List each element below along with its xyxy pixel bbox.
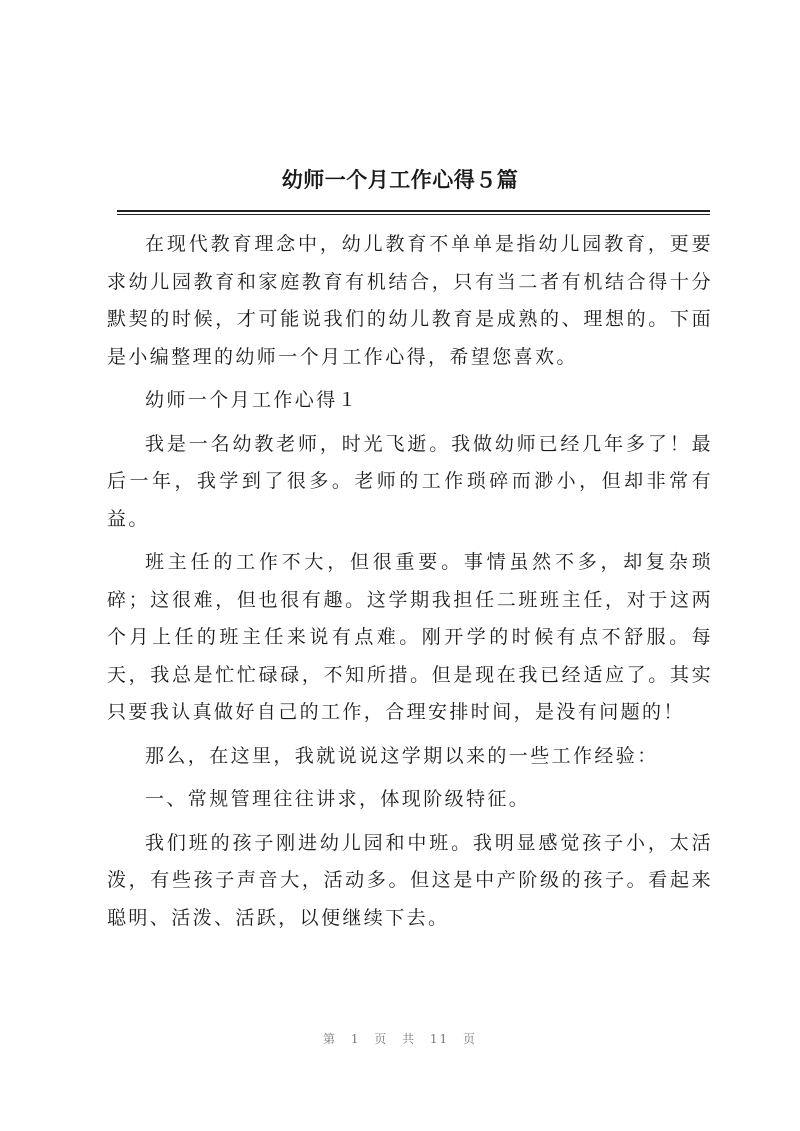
paragraph: 班主任的工作不大，但很重要。事情虽然不多，却复杂琐碎；这很难，但也很有趣。这学期我担任二班班主任，对于这两个月上任的班主任来说有点难。刚开学的时候有点不舒服。每天，我总是忙忙碌碌，不知所措。但是现在我已经适应了。其实只要我认真做好自己的工作，合理安排时间，是没有问题的！ [107, 551, 713, 723]
section-heading: 幼师一个月工作心得１ [145, 389, 360, 411]
subheading: 一、常规管理往往讲求，体现阶级特征。 [145, 788, 531, 810]
paragraph-intro: 在现代教育理念中，幼儿教育不单单是指幼儿园教育，更要求幼儿园教育和家庭教育有机结合，只有当二者有机结合得十分默契的时候，才可能说我们的幼儿教育是成熟的、理想的。下面是小编整理的幼师一个月工作心得，希望您喜欢。 [107, 233, 713, 368]
paragraph: 我们班的孩子刚进幼儿园和中班。我明显感觉孩子小，太活泼，有些孩子声音大，活动多。但这是中产阶级的孩子。看起来聪明、活泼、活跃，以便继续下去。 [107, 831, 713, 929]
title-rule-thick [117, 210, 710, 212]
paragraph: 我是一名幼教老师，时光飞逝。我做幼师已经几年多了！最后一年，我学到了很多。老师的工作琐碎而渺小，但却非常有益。 [107, 432, 713, 530]
page-number-footer: 第 1 页 共 11 页 [323, 1032, 477, 1046]
paragraph: 那么，在这里，我就说说这学期以来的一些工作经验： [145, 744, 659, 767]
document-body [107, 226, 713, 943]
title-rule-thin [117, 214, 710, 215]
document-title: 幼师一个月工作心得５篇 [281, 167, 519, 192]
